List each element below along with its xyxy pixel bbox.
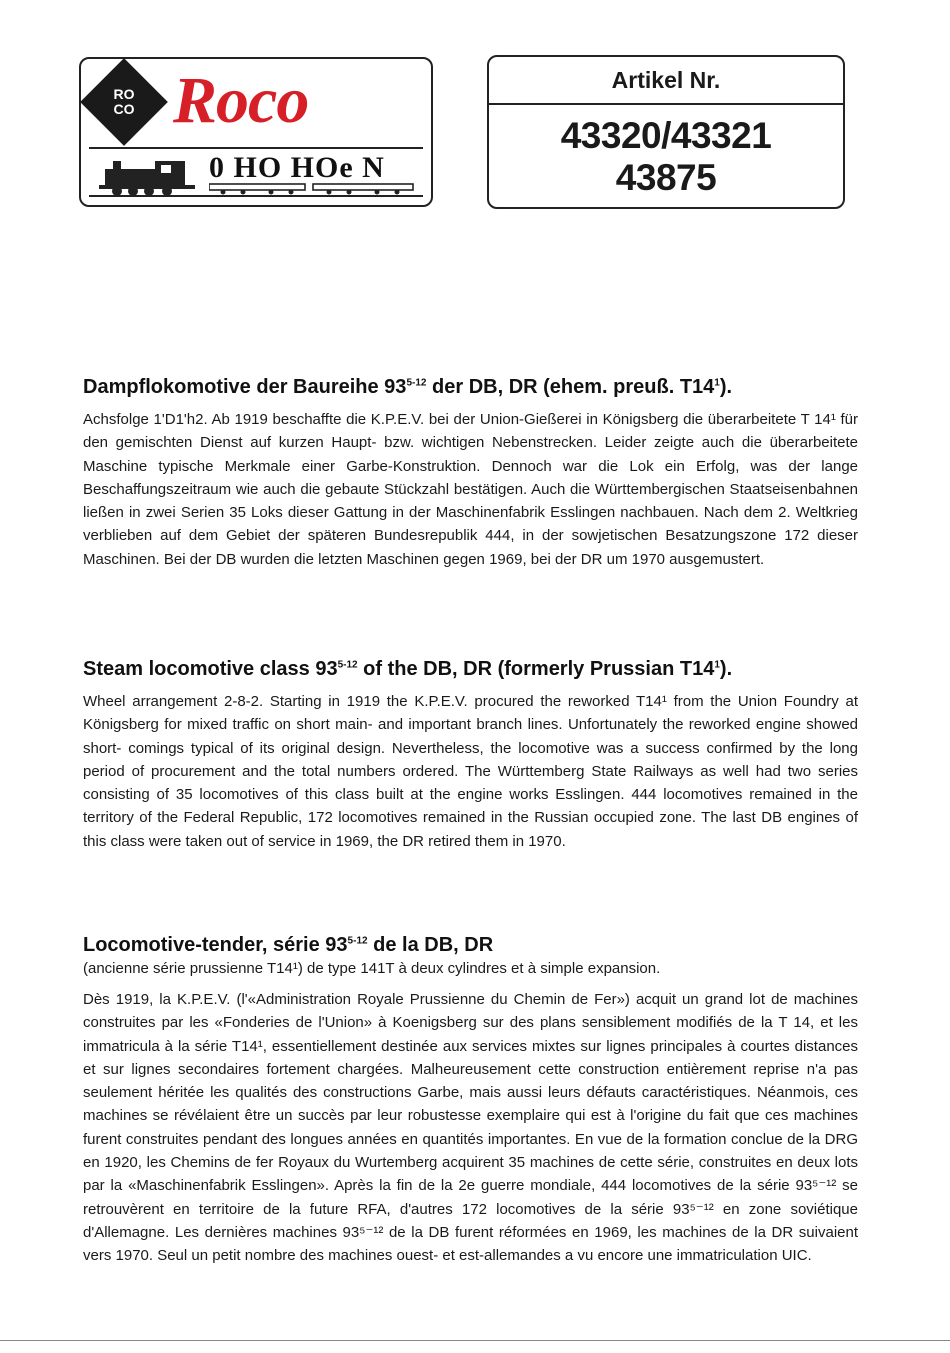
roco-badge-text <box>101 79 147 125</box>
badge-bottom-text: CO <box>113 101 135 117</box>
french-section <box>83 932 858 1268</box>
german-heading-sup: 5-12 <box>406 377 427 389</box>
english-section <box>83 656 858 853</box>
french-heading-end: de la DB, DR <box>367 934 494 956</box>
french-heading-text: Locomotive-tender, série 93 <box>83 934 348 956</box>
badge-top-text: RO <box>113 86 135 102</box>
english-heading <box>83 656 858 682</box>
article-number-box <box>487 55 845 209</box>
french-heading-sup: 5-12 <box>347 935 368 947</box>
article-numbers-line1: 43320/43321 <box>560 115 772 156</box>
article-label: Artikel Nr. <box>489 57 843 105</box>
english-heading-text: Steam locomotive class 93 <box>83 658 338 680</box>
logo-scales-text: 0 HO HOe N <box>209 151 385 184</box>
german-heading <box>83 374 858 400</box>
french-heading <box>83 932 858 958</box>
locomotive-icon <box>99 155 203 197</box>
freight-wagons-icon <box>209 183 419 195</box>
english-body: Wheel arrangement 2-8-2. Starting in 1919 the K.P.E.V. procured the reworked T14¹ from the Union Foundry at Königsberg for mixed traffic on short main- and important branch lines. Unfortunately the reworked engine showed short- comings typical of its original design. Nevertheless, the locomotive was a success confirmed by the long period of procurement and the total numbers ordered. The Württemberg State Railways as well had two series consisting of 35 locomotives of this class built at the engine works Esslingen. 444 locomotives remained in the territory of the Federal Republic, 172 locomotives remained in the Russian occupied zone. The last DB engines of this class were taken out of service in 1969, the DR retired them in 1970. <box>83 693 858 850</box>
german-heading-end: ). <box>719 376 733 398</box>
french-subtitle: (ancienne série prussienne T14¹) de type 141T à deux cylindres et à simple expansion. <box>83 960 661 977</box>
logo-divider <box>89 147 423 149</box>
german-heading-sup-2: 1 <box>714 377 720 389</box>
article-numbers <box>489 115 843 199</box>
english-heading-sup: 5-12 <box>337 659 358 671</box>
roco-logo-box <box>79 57 433 207</box>
english-heading-text-2: of the DB, DR (formerly Prussian T14 <box>357 658 715 680</box>
article-numbers-line2: 43875 <box>615 157 717 198</box>
german-heading-text: Dampflokomotive der Baureihe 93 <box>83 376 407 398</box>
german-body: Achsfolge 1'D1'h2. Ab 1919 beschaffte die K.P.E.V. bei der Union-Gießerei in Königsberg die überarbeitete T 14¹ für den gemischten Dienst auf kurzen Haupt- bzw. wichtigen Nebenstrecken. Leider zeigte auch die überarbeitete Maschine typische Merkmale einer Garbe-Konstruktion. Dennoch war die Lok ein Erfolg, was der lange Beschaffungszeitraum wie auch die gebaute Stückzahl bestätigen. Auch die Württembergischen Staatseisenbahnen ließen in zwei Serien 35 Loks dieser Gattung in der Maschinenfabrik Esslingen nachbauen. Nach dem 2. Weltkrieg verblieben auf dem Gebiet der späteren Bundesrepublik 444, in der sowjetischen Besatzungszone 172 dieser Maschinen. Bei der DB wurden die letzten Maschinen gegen 1969, bei der DR um 1970 ausgemustert. <box>83 411 858 568</box>
french-body: Dès 1919, la K.P.E.V. (l'«Administration Royale Prussienne du Chemin de Fer») acquit un grand lot de machines construites par les «Fonderies de l'Union» à Koenigsberg sur des plans sensiblement modifiés de la T 14, et les immatricula à la série T14¹, essentiellement destinée aux services mixtes sur lignes principales à courtes distances et sur lignes secondaires fortement chargées. Malheureusement cette construction entièrement reprise n'a pas seulement héritée les qualités des constructions Garbe, mais aussi leurs défauts caractéristiques. Néanmois, ces machines se révélaient être un succès par leur robustesse exemplaire qui est à l'origine du fait que ces machines furent construites pendant des longues années en quantités importantes. En vue de la formation conclue de la DRG en 1920, les Chemins de fer Royaux du Wurtemberg acquirent 35 machines de cette série, construites en deux lots par la «Maschinenfabrik Esslingen». Après la fin de la 2e guerre mondiale, 444 locomotives de la série 93⁵⁻¹² se retrouvèrent en territoire de la future RFA, d'autres 172 locomotives de la série 93⁵⁻¹² en zone soviétique d'Allemagne. Les dernières machines 93⁵⁻¹² de la DB furent réformées en 1969, les machines de la DR suivaient vers 1970. Seul un petit nombre des machines ouest- et est-allemandes a vu encore une immatriculation UIC. <box>83 991 858 1265</box>
logo-track-line <box>89 195 423 197</box>
german-heading-text-2: der DB, DR (ehem. preuß. T14 <box>426 376 715 398</box>
english-heading-end: ). <box>719 658 733 680</box>
german-section <box>83 374 858 571</box>
page-bottom-rule <box>0 1340 950 1341</box>
english-heading-sup-2: 1 <box>714 659 720 671</box>
roco-wordmark: Roco <box>173 64 309 137</box>
